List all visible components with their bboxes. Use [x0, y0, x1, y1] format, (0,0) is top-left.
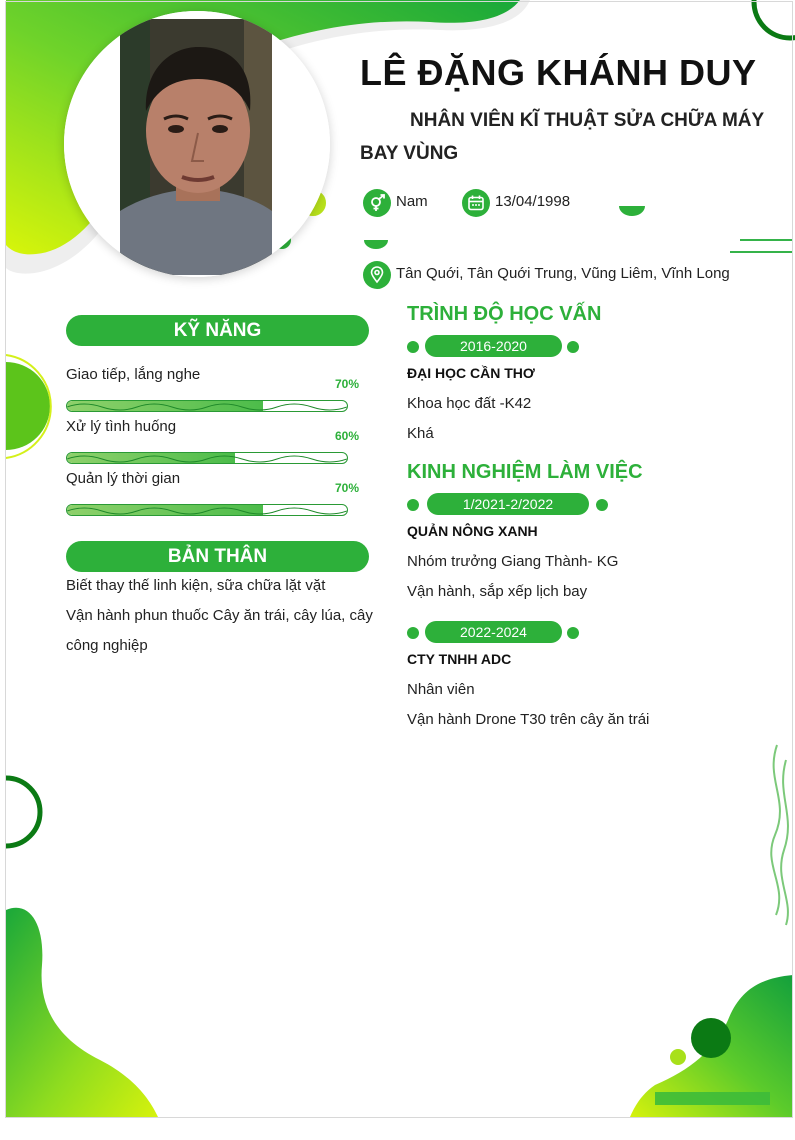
- timeline-dot: [567, 627, 579, 639]
- skill-progress-bar: [66, 452, 348, 464]
- about-line: Vận hành phun thuốc Cây ăn trái, cây lúa, cây: [66, 607, 373, 624]
- experience-detail: Vận hành, sắp xếp lịch bay: [407, 583, 588, 600]
- skill-percent: 60%: [335, 429, 360, 443]
- skill-progress-bar: [66, 400, 348, 412]
- company-name: CTY TNHH ADC: [407, 651, 512, 667]
- skill-label: Xử lý tình huống: [66, 418, 177, 435]
- skill-label: Giao tiếp, lắng nghe: [66, 366, 201, 383]
- skills-heading: KỸ NĂNG: [66, 315, 369, 346]
- timeline-dot: [567, 341, 579, 353]
- job-title: NHÂN VIÊN KĨ THUẬT SỬA CHỮA MÁY BAY VÙNG: [360, 110, 764, 164]
- skill-percent: 70%: [335, 377, 360, 391]
- profile-photo: [64, 11, 330, 277]
- calendar-icon: [462, 189, 490, 217]
- experience-detail: Vận hành Drone T30 trên cây ăn trái: [407, 711, 650, 728]
- experience-period: 2022-2024: [425, 621, 562, 643]
- profile-photo-frame: [64, 11, 330, 277]
- experience-period: 1/2021-2/2022: [427, 493, 589, 515]
- gender-icon: [363, 189, 391, 217]
- school-name: ĐẠI HỌC CẦN THƠ: [407, 365, 535, 381]
- skill-progress-bar: [66, 504, 348, 516]
- timeline-dot: [407, 341, 419, 353]
- address-value: Tân Quới, Tân Quới Trung, Vũng Liêm, Vĩnh Long: [396, 265, 730, 282]
- education-detail: Khá: [407, 425, 434, 442]
- skill-label: Quản lý thời gian: [66, 470, 181, 487]
- about-line: công nghiệp: [66, 637, 148, 654]
- experience-detail: Nhóm trưởng Giang Thành- KG: [407, 553, 619, 570]
- education-heading: TRÌNH ĐỘ HỌC VẤN: [407, 303, 602, 325]
- birthdate-value: 13/04/1998: [495, 193, 571, 210]
- gender-value: Nam: [396, 193, 428, 210]
- location-pin-icon: [363, 261, 391, 289]
- timeline-dot: [407, 499, 419, 511]
- about-heading: BẢN THÂN: [66, 541, 369, 572]
- about-line: Biết thay thế linh kiện, sữa chữa lặt vặt: [66, 577, 326, 594]
- company-name: QUẢN NÔNG XANH: [407, 523, 538, 539]
- experience-heading: KINH NGHIỆM LÀM VIỆC: [407, 461, 643, 483]
- full-name: LÊ ĐẶNG KHÁNH DUY: [360, 52, 757, 93]
- education-detail: Khoa học đất -K42: [407, 395, 532, 412]
- timeline-dot: [407, 627, 419, 639]
- timeline-dot: [596, 499, 608, 511]
- education-period: 2016-2020: [425, 335, 562, 357]
- experience-detail: Nhân viên: [407, 681, 475, 698]
- skill-percent: 70%: [335, 481, 360, 495]
